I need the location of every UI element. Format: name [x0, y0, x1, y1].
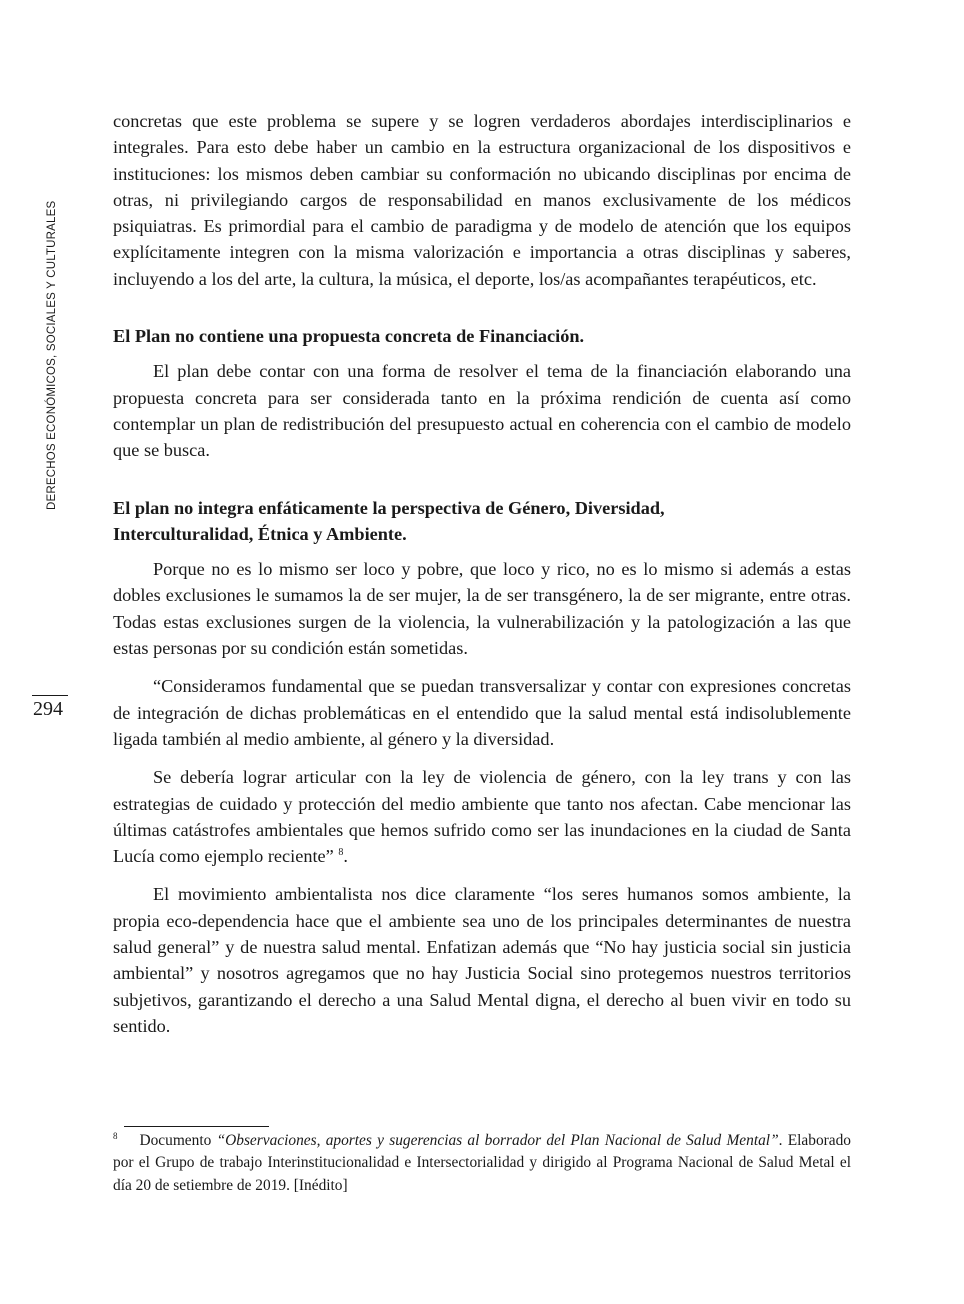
- running-header-vertical: DERECHOS ECONÓMICOS, SOCIALES Y CULTURALES: [46, 200, 58, 510]
- footnote-rest: . Elaborado por el Grupo de trabajo Interinstitucionalidad e Intersectorialidad y dirigido al Programa Nacional de Salud Metal el día 20 de setiembre de 2019. [Inédito]: [113, 1132, 851, 1194]
- paragraph-continued: concretas que este problema se supere y se logren verdaderos abordajes interdisciplinarios e integrales. Para esto debe haber un cambio en la estructura organizacional de los dispositivos e instituciones: los mismos deben cambiar su conformación no ubicando disciplinas por encima de otras, ni privilegiando cargos de responsabilidad en manos exclusivamente de los médicos psiquiatras. Es primordial para el cambio de paradigma y de modelo de atención que los equipos explícitamente integren con la misma valorización e importancia a otras disciplinas y saberes, incluyendo a los del arte, la cultura, la música, el deporte, los/as acompañantes terapéuticos, etc.: [113, 111, 851, 289]
- footnote-lead: Documento: [139, 1132, 212, 1149]
- paragraph-quote-end-text: Se debería lograr articular con la ley de violencia de género, con la ley trans y con las estrategias de cuidado y protección del medio ambiente que tanto nos afectan. Cabe mencionar las últimas catástrofes ambientales que hemos sufrido como ser las inundaciones en la ciudad de Santa Lucía como ejemplo reciente”: [113, 767, 851, 867]
- page-number: 294: [33, 698, 63, 720]
- heading-line-1: El plan no integra enfáticamente la perspectiva de Género, Diversidad,: [113, 497, 665, 518]
- paragraph-exclusiones: Porque no es lo mismo ser loco y pobre, que loco y rico, no es lo mismo si además a estas dobles exclusiones le sumamos la de ser mujer, la de ser transgénero, la de ser migrante, entre otras. Todas estas exclusiones surgen de la violencia, la vulnerabilización y la patologización a las que estas personas por su condición están sometidas.: [113, 559, 851, 659]
- heading-line-2: Interculturalidad, Étnica y Ambiente.: [113, 523, 407, 544]
- body-text: [113, 108, 851, 1039]
- paragraph-quote-start: “Consideramos fundamental que se puedan transversalizar y contar con expresiones concretas de integración de dichas problemáticas en el entendido que la salud mental está indisolublemente ligada también al medio ambiente, al género y la diversidad.: [113, 676, 851, 749]
- footnote-reference: 8: [338, 847, 344, 859]
- paragraph-quote-end-period: .: [343, 846, 348, 867]
- footnote-rule: [124, 1126, 269, 1127]
- section-heading-genero: [113, 495, 851, 548]
- footnote-number: 8: [113, 1131, 118, 1141]
- paragraph-ambientalista: El movimiento ambientalista nos dice claramente “los seres humanos somos ambiente, la propia eco-dependencia hace que el ambiente sea uno de los principales determinantes de nuestra salud general” y de nuestra salud mental. Enfatizan además que “No hay justicia social sin justicia ambiental” y nosotros agregamos que no hay Justicia Social sino protegemos nuestros territorios subjetivos, garantizando el derecho a una Salud Mental digna, el derecho al buen vivir en todo su sentido.: [113, 884, 851, 1036]
- footnote: [113, 1130, 851, 1197]
- paragraph-financiacion: El plan debe contar con una forma de resolver el tema de la financiación elaborando una propuesta concreta para ser considerada tanto en la próxima rendición de cuenta así como contemplar un plan de redistribución del presupuesto actual en coherencia con el cambio de modelo que se busca.: [113, 361, 851, 461]
- page-number-rule: [32, 695, 68, 696]
- paragraph-quote-end: [113, 764, 851, 869]
- footnote-document-title: “Observaciones, aportes y sugerencias al borrador del Plan Nacional de Salud Mental”: [216, 1132, 779, 1149]
- section-heading-financiacion: El Plan no contiene una propuesta concreta de Financiación.: [113, 326, 585, 347]
